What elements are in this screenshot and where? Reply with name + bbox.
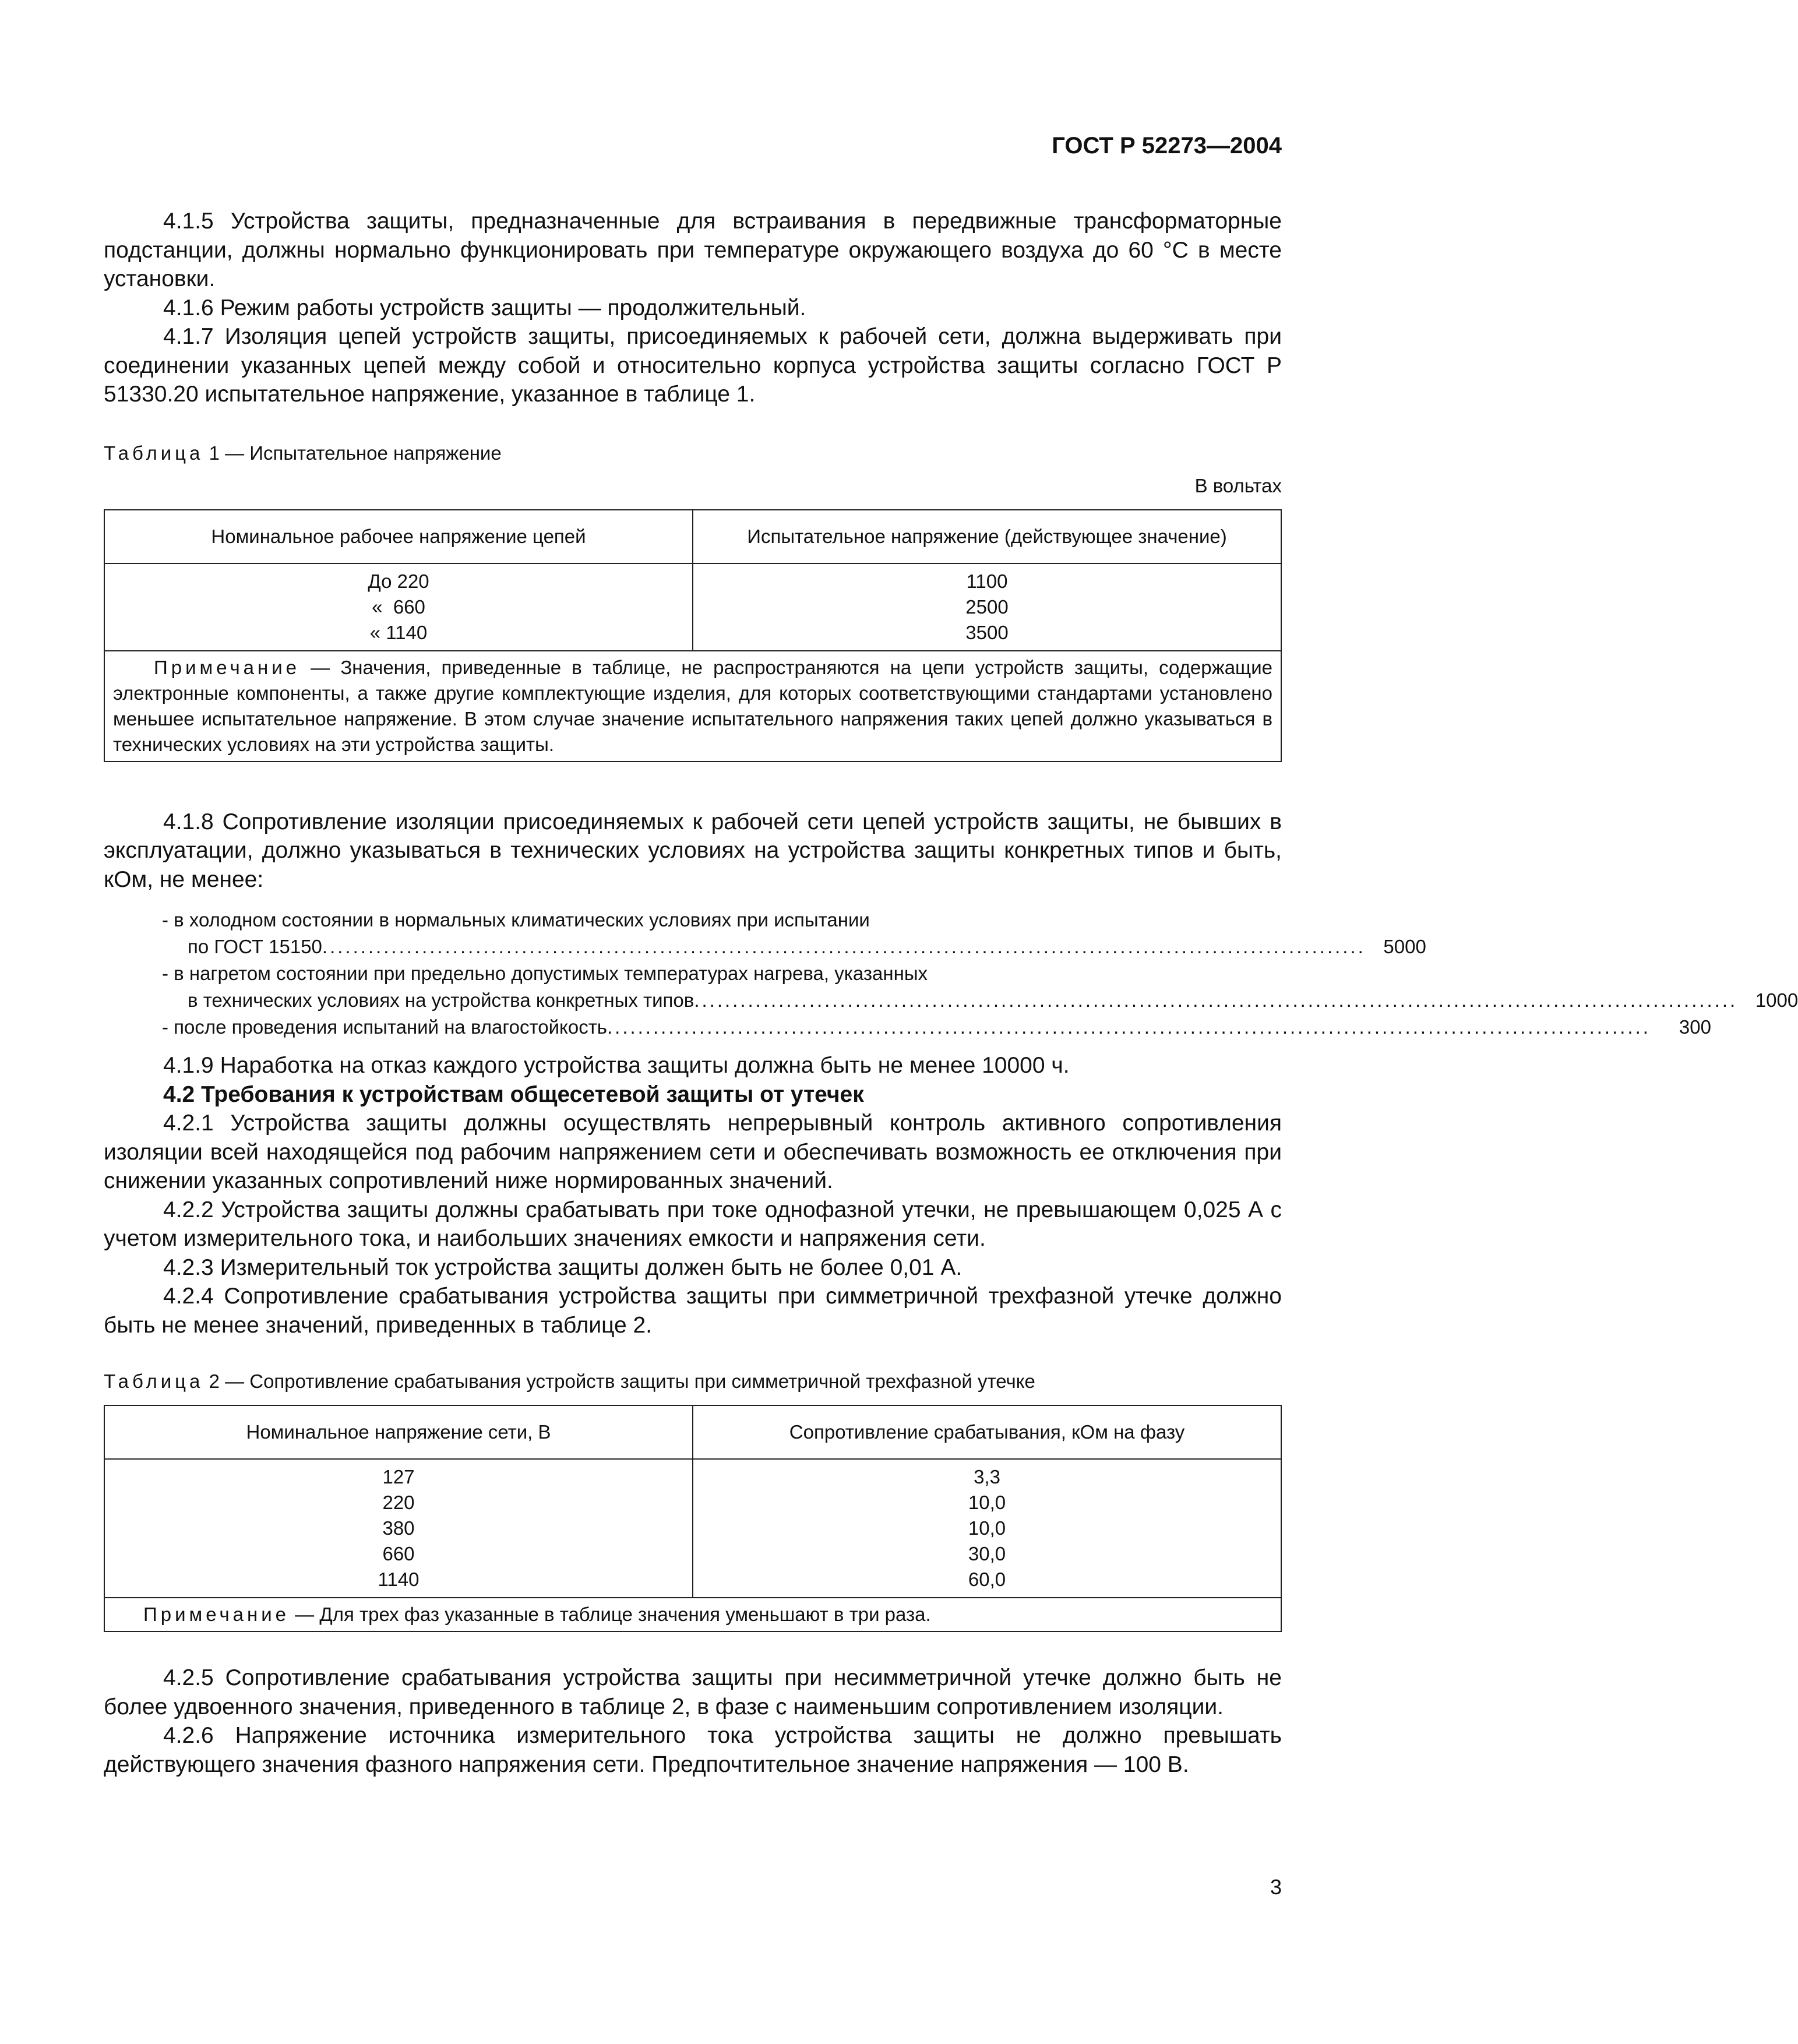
table-cell: 60,0 (968, 1569, 1006, 1590)
table-cell: 380 (382, 1517, 415, 1539)
table-cell: До 220 (368, 570, 429, 592)
resistance-list (104, 907, 1798, 1041)
list-item-label: в технических условиях на устройства конкретных типов (188, 989, 694, 1011)
table2-caption (104, 1370, 1282, 1393)
table1-values-row (104, 563, 1281, 651)
list-item-value: 1000 (1755, 989, 1798, 1011)
table-cell: 2500 (965, 595, 1009, 618)
paragraph-4-2-4: 4.2.4 Сопротивление срабатывания устройства защиты при симметричной трехфазной утечке должно быть не менее значений, приведенных в таблице 2. (104, 1284, 1282, 1338)
list-item (162, 933, 1426, 960)
table2-caption-text: 2 — Сопротивление срабатывания устройств защиты при симметричной трехфазной утечке (209, 1370, 1035, 1392)
paragraph-4-1-5: 4.1.5 Устройства защиты, предназначенные для встраивания в передвижные трансформаторные подстанции, должны нормально функционировать при температуре окружающего воздуха до 60 °С в месте установки. (104, 209, 1282, 291)
table-cell: 3,3 (974, 1466, 1000, 1488)
table1-col2-header: Испытательное напряжение (действующее значение) (693, 510, 1281, 563)
table1-caption-word: Таблица (104, 442, 204, 464)
paragraph-4-2-2: 4.2.2 Устройства защиты должны срабатывать при токе однофазной утечки, не превышающем 0,025 А с учетом измерительного тока, и наибольших значениях емкости и напряжения сети. (104, 1197, 1282, 1251)
list-item-value: 300 (1679, 1016, 1711, 1038)
list-item (162, 1014, 1711, 1041)
table2-note-row (104, 1598, 1281, 1631)
dot-leader: ........................................................................................................................................ (694, 989, 1738, 1011)
table1-caption-text: 1 — Испытательное напряжение (209, 442, 502, 464)
table2-caption-word: Таблица (104, 1370, 204, 1392)
table1 (104, 509, 1282, 762)
section-4-2-heading: 4.2 Требования к устройствам общесетевой защиты от утечек (163, 1081, 864, 1107)
table-cell: « 660 (372, 595, 425, 618)
table-cell: 10,0 (968, 1492, 1006, 1513)
table-cell: 1100 (966, 570, 1008, 592)
table1-note (104, 651, 1281, 762)
table-cell: 127 (382, 1466, 415, 1488)
dot-leader: ........................................................................................................................................ (607, 1016, 1651, 1038)
paragraph-4-1-9: 4.1.9 Наработка на отказ каждого устройства защиты должна быть не менее 10000 ч. (163, 1053, 1070, 1078)
list-item-line: - в холодном состоянии в нормальных климатических условиях при испытании (162, 909, 870, 931)
table2-col2-header: Сопротивление срабатывания, кОм на фазу (693, 1405, 1281, 1459)
table-cell: 10,0 (968, 1517, 1006, 1539)
table1-header-row (104, 510, 1281, 563)
table2 (104, 1405, 1282, 1632)
paragraph-4-2-5: 4.2.5 Сопротивление срабатывания устройства защиты при несимметричной утечке должно быть не более удвоенного значения, приведенного в таблице 2, в фазе с наименьшим сопротивлением изоляции. (104, 1665, 1282, 1719)
table2-note (104, 1598, 1281, 1631)
list-item (162, 987, 1798, 1014)
table-cell: 1140 (378, 1569, 419, 1590)
list-item-label: - после проведения испытаний на влагостойкость (162, 1016, 607, 1038)
paragraph-4-1-6: 4.1.6 Режим работы устройств защиты — продолжительный. (163, 295, 806, 320)
page-number: 3 (1270, 1875, 1282, 1899)
document-body (104, 207, 1798, 1779)
dot-leader: ........................................................................................................................................ (322, 936, 1366, 957)
table2-col1-values (104, 1459, 693, 1598)
list-item-value: 5000 (1383, 936, 1426, 957)
table2-note-word: Примечание (143, 1604, 290, 1625)
table2-values-row (104, 1459, 1281, 1598)
list-item-label: по ГОСТ 15150 (188, 936, 322, 957)
paragraph-4-1-7: 4.1.7 Изоляция цепей устройств защиты, присоединяемых к рабочей сети, должна выдерживать при соединении указанных цепей между собой и относительно корпуса устройства защиты согласно ГОСТ Р 51330.20 испытательное напряжение, указанное в таблице 1. (104, 324, 1282, 407)
table1-note-word: Примечание (154, 656, 301, 678)
paragraph-4-1-8: 4.1.8 Сопротивление изоляции присоединяемых к рабочей сети цепей устройств защиты, не бывших в эксплуатации, должно указываться в технических условиях на устройства защиты конкретных типов и быть, кОм, не менее: (104, 809, 1282, 892)
paragraph-4-2-6: 4.2.6 Напряжение источника измерительного тока устройства защиты не должно превышать действующего значения фазного напряжения сети. Предпочтительное значение напряжения — 100 В. (104, 1723, 1282, 1777)
table-cell: « 1140 (369, 621, 428, 643)
table2-header-row (104, 1405, 1281, 1459)
table1-col1-header: Номинальное рабочее напряжение цепей (104, 510, 693, 563)
table-cell: 220 (382, 1492, 415, 1513)
table1-caption (104, 442, 1282, 465)
table2-col2-values (693, 1459, 1281, 1598)
paragraph-4-2-1: 4.2.1 Устройства защиты должны осуществлять непрерывный контроль активного сопротивления изоляции всей находящейся под рабочим напряжением сети и обеспечивать возможность ее отключения при снижении указанных сопротивлений ниже нормированных значений. (104, 1111, 1282, 1193)
table1-note-row (104, 651, 1281, 762)
document-code-header: ГОСТ Р 52273—2004 (1052, 133, 1282, 158)
table1-note-text: — Значения, приведенные в таблице, не распространяются на цепи устройств защиты, содержащие электронные компоненты, а также другие комплектующие изделия, для которых соответствующими стандартами установлено меньшее испытательное напряжение. В этом случае значение испытательного напряжения таких цепей должно указываться в технических условиях на эти устройства защиты. (113, 656, 1272, 755)
table-cell: 660 (382, 1543, 415, 1564)
table2-note-text: — Для трех фаз указанные в таблице значения уменьшают в три раза. (290, 1604, 931, 1625)
table1-unit: В вольтах (1194, 474, 1282, 496)
table-cell: 30,0 (968, 1543, 1006, 1564)
table-cell: 3500 (965, 621, 1009, 643)
table1-col2-values (693, 563, 1281, 651)
table1-col1-values (104, 563, 693, 651)
paragraph-4-2-3: 4.2.3 Измерительный ток устройства защиты должен быть не более 0,01 А. (163, 1254, 963, 1280)
table2-col1-header: Номинальное напряжение сети, В (104, 1405, 693, 1459)
list-item-line: - в нагретом состоянии при предельно допустимых температурах нагрева, указанных (162, 963, 928, 984)
